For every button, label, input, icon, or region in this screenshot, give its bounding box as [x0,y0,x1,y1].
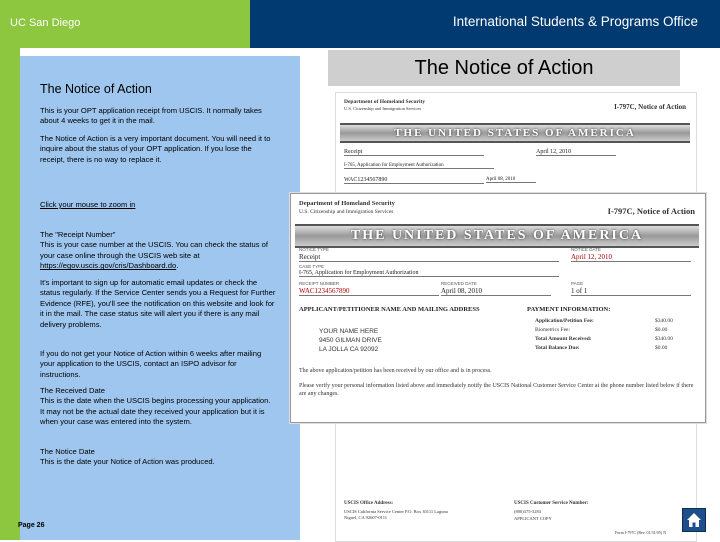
form-title: I-797C, Notice of Action [607,206,695,216]
para-receipt: This is your OPT application receipt from USCIS. It normally takes about 4 weeks to get it in the mail. [40,106,262,126]
bg-agency1: Department of Homeland Security [344,99,426,105]
doc-banner [295,224,699,248]
notice-date: April 12, 2010 [571,253,691,262]
doc-banner-text: THE UNITED STATES OF AMERICA [350,228,644,243]
para-notice-date [40,447,276,468]
pay-balance: $0.00 [655,345,668,351]
bg-case-type: I-765, Application for Employment Authorization [344,163,494,169]
para-email-updates: It's important to sign up for automatic email updates or check the status regularly. If the Service Center sends you a Request for Further Evidence (RFE), you'll see the notification on this website and look for it in the mail. The case status site will alert you if there is any mail delivery problems. [40,278,276,329]
payment-header: PAYMENT INFORMATION: [527,306,611,313]
address-line-2: 9450 GILMAN DRIVE [319,337,382,344]
zoom-link[interactable]: Click your mouse to zoom in [40,200,136,209]
home-icon[interactable] [682,508,706,532]
applicant-header: APPLICANT/PETITIONER NAME AND MAILING ADDRESS [299,306,480,313]
pay-fee-label: Application/Petition Fee: [535,318,594,324]
receipt-number-heading: The "Receipt Number" [40,230,116,239]
house-glyph [686,512,702,528]
notice-document-zoomed[interactable]: Department of Homeland Security U.S. Citizenship and Immigration Services I-797C, Notice of Action THE UNITED STATES OF AMERICA NOTICE TYPE Receipt NOTICE DATE April 12, 2010 CASE TYPE I-765, Application for Employment Authorization RECEIPT NUMBER WAC1234567890 RECEIVED DATE April 08, 2010 PAGE 1 of 1 APPLICANT/PETITIONER NAME AND MAILING ADDRESS PAYMENT INFORMATION: YOUR NAME HERE 9450 GILMAN DRIVE LA JOLLA CA 92092 Application/Petition Fee: $340.00 Biometrics Fee: $0.00 Total Amount Received: $340.00 Total Balance Due: $0.00 The above application/petition has been received by our office and is in process. Please verify your personal information listed above and immediately notify the USCIS National Customer Service Center at the phone number listed below if there are any changes. [290,193,706,423]
message-verify: Please verify your personal information listed above and immediately notify the USCIS National Customer Service Center at the phone number listed below if there are any changes. [299,383,694,397]
received-date-heading: The Received Date [40,386,106,395]
bg-received-date: April 08, 2010 [486,177,536,183]
right-title: The Notice of Action [414,57,594,79]
pay-fee: $340.00 [655,318,673,324]
para-importance: The Notice of Action is a very important document. You will need it to inquire about the status of your OPT application. If you lose the receipt, there is no way to replace it. [40,134,271,164]
agency2: U.S. Citizenship and Immigration Services [299,209,394,215]
bg-customer-service-number: (800)375-5283 [514,509,541,514]
received-date-text: This is the date when the USCIS begins processing your application. It may not be the actual date they received your application but it is when your case was entered into the system. [40,396,271,427]
bg-agency2: U.S. Citizenship and Immigration Services [344,106,422,111]
bg-form-title: I-797C, Notice of Action [614,103,686,111]
uscis-status-link[interactable]: https://egov.uscis.gov/cris/Dashboard.do [40,261,177,271]
pay-biometrics: $0.00 [655,327,668,333]
pay-balance-label: Total Balance Due: [535,345,580,351]
page-of: 1 of 1 [571,287,691,296]
office-name: International Students & Programs Office [452,14,698,29]
received-date: April 08, 2010 [441,287,551,296]
para-received-date [40,386,276,428]
para-no-notice: If you do not get your Notice of Action within 6 weeks after mailing your application to the USCIS, contact an ISPO advisor for instructions. [40,349,262,379]
left-accent-strip [0,48,20,540]
receipt-number-text: This is your case number at the USCIS. You can check the status of your case online through the USCIS web site at [40,240,268,260]
bg-banner-text: THE UNITED STATES OF AMERICA [394,127,636,139]
pay-biometrics-label: Biometrics Fee: [535,327,570,333]
bg-notice-date: April 12, 2010 [536,149,616,156]
panel-title: The Notice of Action [40,82,152,96]
notice-type: Receipt [299,253,559,262]
notice-date-text: This is the date your Notice of Action was produced. [40,457,215,467]
receipt-number: WAC1234567890 [299,287,439,296]
brand-name: UC San Diego [10,17,81,29]
bg-applicant-copy: APPLICANT COPY [514,516,552,521]
bg-customer-service-header: USCIS Customer Service Number: [514,501,589,506]
agency1: Department of Homeland Security [299,200,395,207]
address-line-1: YOUR NAME HERE [319,328,379,335]
message-received: The above application/petition has been received by our office and is in process. [299,368,492,374]
pay-total-label: Total Amount Received: [535,336,592,342]
bg-notice-type: Receipt [344,149,484,156]
bg-banner [340,123,690,143]
bg-form-number: Form I-797C (Rev. 01/31/05) N [615,530,666,535]
receipt-number-end: . [176,261,179,271]
bg-receipt-no: WAC1234567890 [344,177,484,184]
bg-office-header: USCIS Office Address: [344,501,394,506]
bg-office-address: USCIS California Service Center P.O. Box 30111 Laguna Niguel, CA 92607-0111 [344,509,448,520]
right-title-box [328,50,680,86]
para-receipt-number [40,230,276,272]
case-type: I-765, Application for Employment Authorization [299,270,559,277]
page-number: Page 26 [18,522,45,529]
address-line-3: LA JOLLA CA 92092 [319,346,379,353]
pay-total: $340.00 [655,336,673,342]
notice-date-heading: The Notice Date [40,447,95,456]
